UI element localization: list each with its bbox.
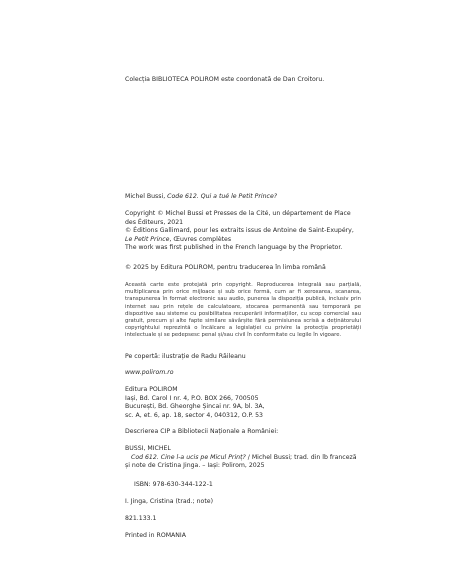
cip-entry-title: Cod 612. Cine l-a ucis pe Micul Prinț?	[131, 453, 246, 461]
website-link[interactable]: www.polirom.ro	[125, 369, 174, 376]
udc-block	[125, 515, 361, 524]
publisher-block	[125, 386, 361, 420]
romanian-copyright-text: © 2025 by Editura POLIROM, pentru traducerea în limba română	[125, 264, 326, 271]
cover-credit	[125, 353, 361, 362]
petit-prince-rest: , Œuvres complètes	[169, 235, 232, 243]
copyright-block	[125, 210, 361, 253]
isbn: ISBN: 978-630-344-122-1	[134, 481, 213, 488]
publisher-address-1: Iași, Bd. Carol I nr. 4, P.O. BOX 266, 700505	[125, 394, 259, 402]
book-title-line	[125, 193, 361, 202]
website-block	[125, 369, 361, 378]
publisher-address-2: București, Bd. Gheorghe Șincai nr. 9A, bl. 3A,	[125, 403, 265, 411]
copyright-line-2: © Éditions Gallimard, pour les extraits issus de Antoine de Saint-Exupéry,	[125, 227, 354, 235]
isbn-block	[125, 481, 361, 490]
original-title: Code 612. Qui a tué le Petit Prince?	[167, 193, 278, 200]
cip-heading: Descrierea CIP a Bibliotecii Naționale a României:	[125, 428, 279, 435]
legal-notice	[125, 282, 361, 340]
printed-block	[125, 532, 361, 541]
copyright-line-1: Copyright © Michel Bussi et Presses de la Cité, un département de Place des Éditeurs, 2021	[125, 210, 351, 226]
printed-in: Printed in ROMANIA	[125, 532, 186, 539]
cip-entry-rest: / Michel Bussi; trad. din lb franceză	[245, 453, 357, 461]
cip-block	[125, 428, 361, 437]
author-name: Michel Bussi,	[125, 193, 166, 200]
coordination-text: Colecția BIBLIOTECA POLIROM este coordonată de Dan Croitoru.	[125, 76, 325, 83]
publisher-address-3: sc. A, et. 6, ap. 18, sector 4, 040312, O.P. 53	[125, 411, 263, 419]
udc-code: 821.133.1	[125, 515, 157, 522]
romanian-copyright	[125, 264, 361, 273]
translator-block	[125, 498, 361, 507]
petit-prince-title: Le Petit Prince	[125, 235, 170, 243]
cover-credit-text: Pe copertă: ilustrație de Radu Răileanu	[125, 353, 246, 360]
publisher-name: Editura POLIROM	[125, 386, 178, 393]
cip-entry	[125, 445, 361, 471]
translator-entry: I. Jinga, Cristina (trad.; note)	[125, 498, 213, 505]
legal-notice-text: Această carte este protejată prin copyright. Reproducerea integrală sau parțială, multiplicarea prin orice mijloace și sub orice formă, cum ar fi xeroxarea, scanarea, transpunerea în format electronic sau audio, punerea la dispoziția publică, inclusiv prin internet sau prin rețele de calculatoare, stocarea permanentă sau temporară pe dispozitive sau sisteme cu posibilitatea recuperării informațiilor, cu scop comercial sau gratuit, precum și alte fapte similare săvârșite fără permisiunea scrisă a deținătorului copyrightului reprezintă o încălcare a legislației cu privire la protecția proprietății intelectuale și se pedepsesc penal și/sau civil în conformitate cu legile în vigoare.	[125, 282, 361, 339]
cip-author: BUSSI, MICHEL	[125, 445, 171, 452]
original-language-note: The work was first published in the French language by the Proprietor.	[125, 244, 343, 252]
cip-entry-line2: și note de Cristina Jinga. – Iași: Polirom, 2025	[125, 462, 265, 470]
series-coordination	[125, 76, 361, 85]
